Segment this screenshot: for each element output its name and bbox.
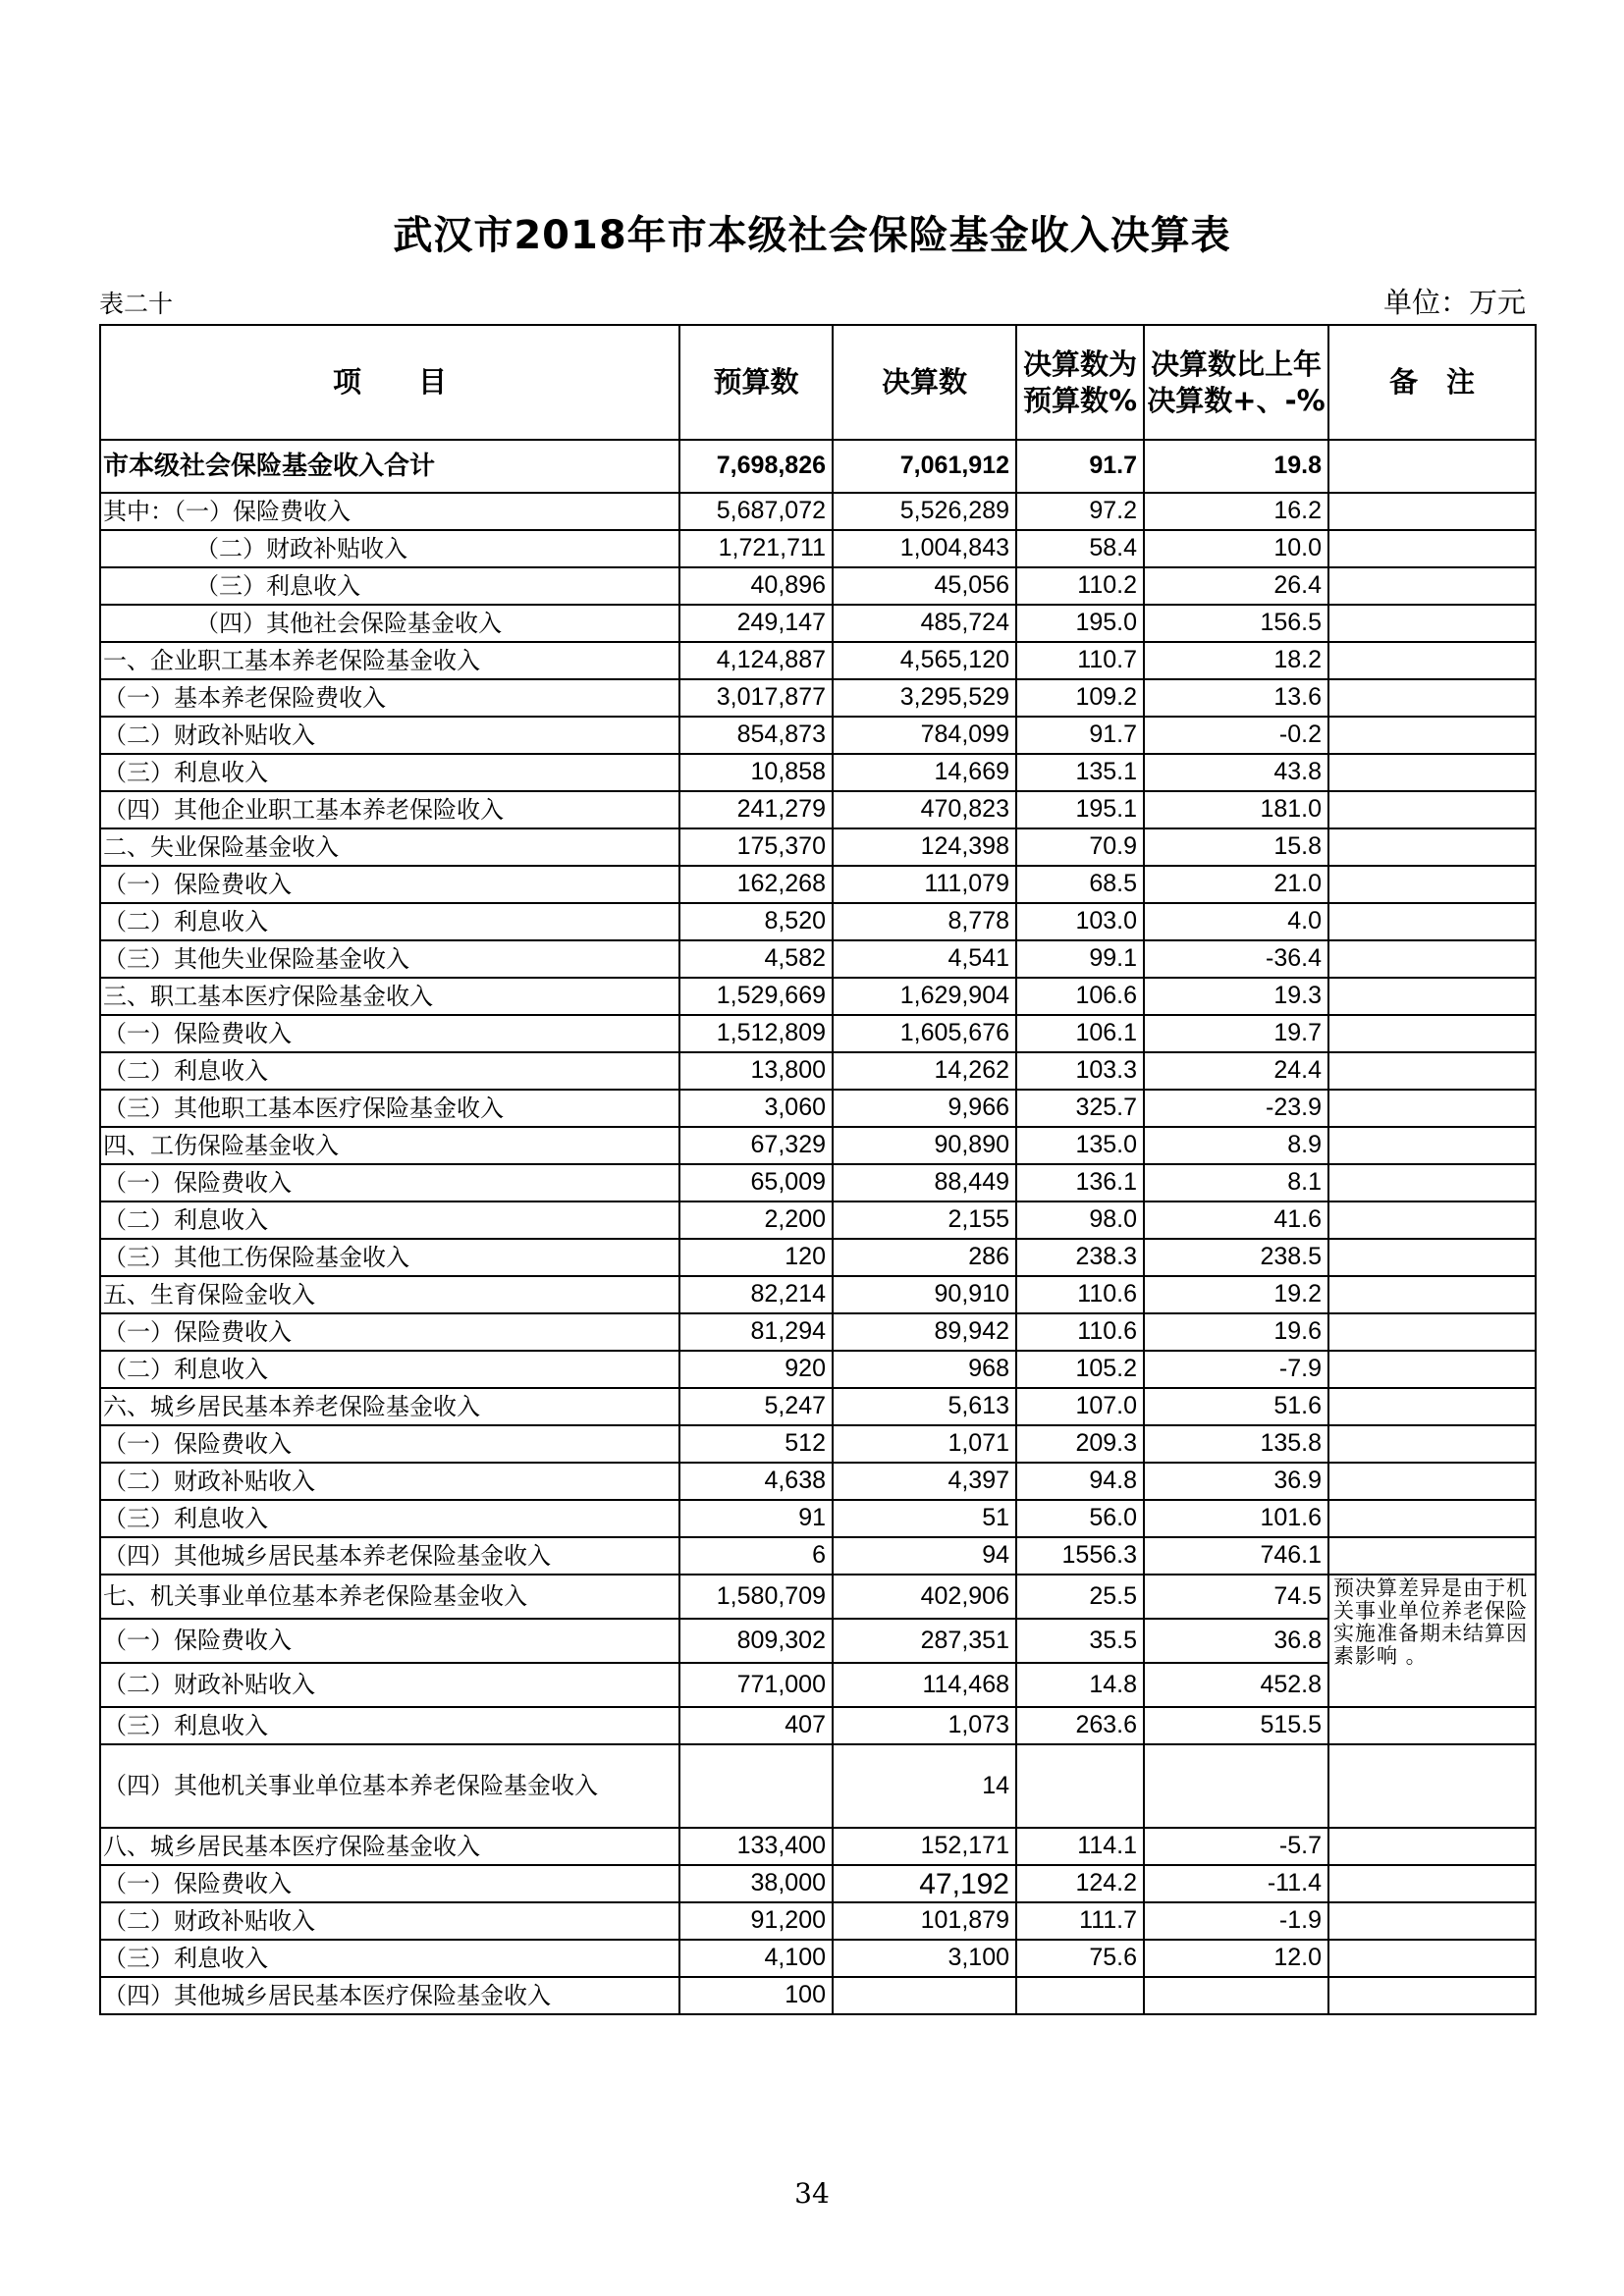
row-yoy: 8.1 bbox=[1144, 1164, 1328, 1201]
row-ratio: 325.7 bbox=[1016, 1090, 1144, 1127]
table-row bbox=[100, 605, 1536, 642]
row-final: 114,468 bbox=[833, 1663, 1016, 1707]
row-budget: 512 bbox=[679, 1425, 833, 1463]
row-yoy: -11.4 bbox=[1144, 1865, 1328, 1902]
row-yoy: 43.8 bbox=[1144, 754, 1328, 791]
row-note bbox=[1328, 1201, 1536, 1239]
row-final: 90,890 bbox=[833, 1127, 1016, 1164]
row-note bbox=[1328, 1164, 1536, 1201]
row-note bbox=[1328, 1239, 1536, 1276]
row-yoy: 19.7 bbox=[1144, 1015, 1328, 1052]
row-note bbox=[1328, 530, 1536, 567]
header-final: 决算数 bbox=[833, 325, 1016, 440]
row-yoy: -36.4 bbox=[1144, 940, 1328, 978]
table-row bbox=[100, 1537, 1536, 1575]
row-budget: 120 bbox=[679, 1239, 833, 1276]
row-budget: 65,009 bbox=[679, 1164, 833, 1201]
page-title: 武汉市2018年市本级社会保险基金收入决算表 bbox=[393, 213, 1231, 258]
row-item: （一）保险费收入 bbox=[100, 1015, 679, 1052]
row-budget: 854,873 bbox=[679, 717, 833, 754]
row-final: 1,629,904 bbox=[833, 978, 1016, 1015]
row-item: （四）其他城乡居民基本医疗保险基金收入 bbox=[100, 1977, 679, 2014]
row-note bbox=[1328, 828, 1536, 866]
row-note bbox=[1328, 1865, 1536, 1902]
table-row bbox=[100, 1313, 1536, 1351]
row-yoy: 4.0 bbox=[1144, 903, 1328, 940]
total-final: 7,061,912 bbox=[833, 440, 1016, 493]
row-note bbox=[1328, 493, 1536, 530]
row-item: （二）利息收入 bbox=[100, 1351, 679, 1388]
row-yoy: 238.5 bbox=[1144, 1239, 1328, 1276]
row-final: 14 bbox=[833, 1744, 1016, 1828]
row-budget: 6 bbox=[679, 1537, 833, 1575]
row-final: 1,004,843 bbox=[833, 530, 1016, 567]
table-row bbox=[100, 1164, 1536, 1201]
row-final: 1,071 bbox=[833, 1425, 1016, 1463]
row-note bbox=[1328, 1127, 1536, 1164]
row-budget: 82,214 bbox=[679, 1276, 833, 1313]
row-final: 88,449 bbox=[833, 1164, 1016, 1201]
unit-label: 单位：万元 bbox=[1382, 286, 1526, 319]
row-yoy: 26.4 bbox=[1144, 567, 1328, 605]
row-final: 1,605,676 bbox=[833, 1015, 1016, 1052]
table-number: 表二十 bbox=[99, 290, 174, 318]
total-note bbox=[1328, 440, 1536, 493]
row-yoy: 13.6 bbox=[1144, 679, 1328, 717]
row-budget: 175,370 bbox=[679, 828, 833, 866]
row-item: 一、企业职工基本养老保险基金收入 bbox=[100, 642, 679, 679]
row-ratio bbox=[1016, 1977, 1144, 2014]
row-yoy: 19.3 bbox=[1144, 978, 1328, 1015]
row-yoy: 18.2 bbox=[1144, 642, 1328, 679]
row-item: （二）利息收入 bbox=[100, 903, 679, 940]
row-final: 89,942 bbox=[833, 1313, 1016, 1351]
row-final: 14,669 bbox=[833, 754, 1016, 791]
row-ratio: 105.2 bbox=[1016, 1351, 1144, 1388]
row-item: （一）保险费收入 bbox=[100, 1164, 679, 1201]
row-item: （一）保险费收入 bbox=[100, 1619, 679, 1663]
row-item: （三）利息收入 bbox=[100, 754, 679, 791]
row-yoy: 21.0 bbox=[1144, 866, 1328, 903]
row-yoy: -0.2 bbox=[1144, 717, 1328, 754]
row-note bbox=[1328, 1276, 1536, 1313]
row-yoy: -7.9 bbox=[1144, 1351, 1328, 1388]
row-ratio: 68.5 bbox=[1016, 866, 1144, 903]
row-final: 51 bbox=[833, 1500, 1016, 1537]
row-ratio: 58.4 bbox=[1016, 530, 1144, 567]
row-final: 3,295,529 bbox=[833, 679, 1016, 717]
row-budget: 91 bbox=[679, 1500, 833, 1537]
row-budget: 67,329 bbox=[679, 1127, 833, 1164]
header-row bbox=[100, 325, 1536, 440]
row-yoy bbox=[1144, 1977, 1328, 2014]
row-item: （一）保险费收入 bbox=[100, 1865, 679, 1902]
row-ratio: 75.6 bbox=[1016, 1940, 1144, 1977]
row-budget: 3,017,877 bbox=[679, 679, 833, 717]
row-ratio: 110.2 bbox=[1016, 567, 1144, 605]
row-note bbox=[1328, 1940, 1536, 1977]
row-note bbox=[1328, 1828, 1536, 1865]
row-yoy: -5.7 bbox=[1144, 1828, 1328, 1865]
row-budget: 100 bbox=[679, 1977, 833, 2014]
row-note bbox=[1328, 1015, 1536, 1052]
table-row bbox=[100, 940, 1536, 978]
row-budget: 4,582 bbox=[679, 940, 833, 978]
row-ratio: 110.6 bbox=[1016, 1313, 1144, 1351]
table-row bbox=[100, 1902, 1536, 1940]
row-ratio: 124.2 bbox=[1016, 1865, 1144, 1902]
row-yoy: 51.6 bbox=[1144, 1388, 1328, 1425]
table-row bbox=[100, 1500, 1536, 1537]
row-note bbox=[1328, 1090, 1536, 1127]
row-yoy: 101.6 bbox=[1144, 1500, 1328, 1537]
row-final: 5,613 bbox=[833, 1388, 1016, 1425]
row-note bbox=[1328, 791, 1536, 828]
row-final: 4,541 bbox=[833, 940, 1016, 978]
row-yoy: 156.5 bbox=[1144, 605, 1328, 642]
row-note bbox=[1328, 1500, 1536, 1537]
row-budget bbox=[679, 1744, 833, 1828]
row-item: （三）利息收入 bbox=[100, 567, 679, 605]
row-budget: 13,800 bbox=[679, 1052, 833, 1090]
row-item: （一）保险费收入 bbox=[100, 1425, 679, 1463]
row-budget: 4,100 bbox=[679, 1940, 833, 1977]
table-row bbox=[100, 530, 1536, 567]
table-row bbox=[100, 903, 1536, 940]
row-ratio: 98.0 bbox=[1016, 1201, 1144, 1239]
row-note bbox=[1328, 1902, 1536, 1940]
table-row bbox=[100, 1865, 1536, 1902]
row-yoy: 12.0 bbox=[1144, 1940, 1328, 1977]
row-ratio: 110.7 bbox=[1016, 642, 1144, 679]
row-ratio: 135.0 bbox=[1016, 1127, 1144, 1164]
row-ratio: 97.2 bbox=[1016, 493, 1144, 530]
row-ratio: 263.6 bbox=[1016, 1707, 1144, 1744]
row-note bbox=[1328, 1707, 1536, 1744]
row-ratio: 238.3 bbox=[1016, 1239, 1144, 1276]
row-final: 47,192 bbox=[833, 1865, 1016, 1902]
row-item: （三）利息收入 bbox=[100, 1500, 679, 1537]
row-budget: 1,529,669 bbox=[679, 978, 833, 1015]
row-ratio: 209.3 bbox=[1016, 1425, 1144, 1463]
row-final: 286 bbox=[833, 1239, 1016, 1276]
row-note bbox=[1328, 642, 1536, 679]
row-final: 485,724 bbox=[833, 605, 1016, 642]
row-yoy: 181.0 bbox=[1144, 791, 1328, 828]
table-row bbox=[100, 1663, 1536, 1707]
table-row bbox=[100, 1707, 1536, 1744]
total-ratio: 91.7 bbox=[1016, 440, 1144, 493]
row-item: （四）其他机关事业单位基本养老保险基金收入 bbox=[100, 1744, 679, 1828]
header-yoy: 决算数比上年决算数+、-% bbox=[1144, 325, 1328, 440]
row-yoy: 452.8 bbox=[1144, 1663, 1328, 1707]
table-row bbox=[100, 1090, 1536, 1127]
row-ratio: 136.1 bbox=[1016, 1164, 1144, 1201]
row-ratio: 107.0 bbox=[1016, 1388, 1144, 1425]
row-note bbox=[1328, 978, 1536, 1015]
row-item: （二）财政补贴收入 bbox=[100, 1463, 679, 1500]
row-item: （二）利息收入 bbox=[100, 1052, 679, 1090]
row-note bbox=[1328, 1425, 1536, 1463]
row-note bbox=[1328, 1052, 1536, 1090]
table-row bbox=[100, 717, 1536, 754]
row-item: （二）利息收入 bbox=[100, 1201, 679, 1239]
row-ratio: 195.1 bbox=[1016, 791, 1144, 828]
row-note bbox=[1328, 1744, 1536, 1828]
row-ratio: 1556.3 bbox=[1016, 1537, 1144, 1575]
row-final: 90,910 bbox=[833, 1276, 1016, 1313]
table-row bbox=[100, 1940, 1536, 1977]
row-budget: 4,124,887 bbox=[679, 642, 833, 679]
row-final: 3,100 bbox=[833, 1940, 1016, 1977]
total-row bbox=[100, 440, 1536, 493]
row-item: （三）其他失业保险基金收入 bbox=[100, 940, 679, 978]
row-final: 4,565,120 bbox=[833, 642, 1016, 679]
row-yoy: -1.9 bbox=[1144, 1902, 1328, 1940]
row-item: （二）财政补贴收入 bbox=[100, 1663, 679, 1707]
row-budget: 2,200 bbox=[679, 1201, 833, 1239]
row-budget: 920 bbox=[679, 1351, 833, 1388]
row-note bbox=[1328, 1351, 1536, 1388]
row-ratio: 135.1 bbox=[1016, 754, 1144, 791]
row-final: 45,056 bbox=[833, 567, 1016, 605]
header-item: 项 目 bbox=[100, 325, 679, 440]
row-item: （四）其他城乡居民基本养老保险基金收入 bbox=[100, 1537, 679, 1575]
row-yoy bbox=[1144, 1744, 1328, 1828]
row-final: 784,099 bbox=[833, 717, 1016, 754]
row-note bbox=[1328, 754, 1536, 791]
revenue-table bbox=[99, 324, 1537, 2015]
row-ratio: 70.9 bbox=[1016, 828, 1144, 866]
row-budget: 249,147 bbox=[679, 605, 833, 642]
row-final bbox=[833, 1977, 1016, 2014]
table-row bbox=[100, 1015, 1536, 1052]
row-item: （四）其他企业职工基本养老保险收入 bbox=[100, 791, 679, 828]
row-item: 七、机关事业单位基本养老保险基金收入 bbox=[100, 1575, 679, 1619]
row-yoy: 15.8 bbox=[1144, 828, 1328, 866]
row-ratio: 25.5 bbox=[1016, 1575, 1144, 1619]
row-item: 八、城乡居民基本医疗保险基金收入 bbox=[100, 1828, 679, 1865]
row-note bbox=[1328, 1977, 1536, 2014]
header-note: 备 注 bbox=[1328, 325, 1536, 440]
row-item: （二）财政补贴收入 bbox=[100, 1902, 679, 1940]
row-item: 其中：（一）保险费收入 bbox=[100, 493, 679, 530]
row-budget: 40,896 bbox=[679, 567, 833, 605]
row-budget: 8,520 bbox=[679, 903, 833, 940]
row-item: （三）利息收入 bbox=[100, 1707, 679, 1744]
row-note bbox=[1328, 717, 1536, 754]
row-budget: 91,200 bbox=[679, 1902, 833, 1940]
row-note bbox=[1328, 1313, 1536, 1351]
row-final: 968 bbox=[833, 1351, 1016, 1388]
row-note bbox=[1328, 679, 1536, 717]
row-note bbox=[1328, 1388, 1536, 1425]
row-final: 94 bbox=[833, 1537, 1016, 1575]
row-budget: 81,294 bbox=[679, 1313, 833, 1351]
total-yoy: 19.8 bbox=[1144, 440, 1328, 493]
row-final: 152,171 bbox=[833, 1828, 1016, 1865]
table-row bbox=[100, 1276, 1536, 1313]
row-final: 287,351 bbox=[833, 1619, 1016, 1663]
row-item: 六、城乡居民基本养老保险基金收入 bbox=[100, 1388, 679, 1425]
table-row bbox=[100, 978, 1536, 1015]
row-budget: 1,512,809 bbox=[679, 1015, 833, 1052]
total-item: 市本级社会保险基金收入合计 bbox=[100, 440, 679, 493]
table-row bbox=[100, 1744, 1536, 1828]
row-yoy: 19.2 bbox=[1144, 1276, 1328, 1313]
row-ratio: 106.6 bbox=[1016, 978, 1144, 1015]
row-ratio: 35.5 bbox=[1016, 1619, 1144, 1663]
row-ratio: 111.7 bbox=[1016, 1902, 1144, 1940]
row-yoy: 135.8 bbox=[1144, 1425, 1328, 1463]
table-row bbox=[100, 1828, 1536, 1865]
row-yoy: 746.1 bbox=[1144, 1537, 1328, 1575]
row-note bbox=[1328, 940, 1536, 978]
row-ratio: 99.1 bbox=[1016, 940, 1144, 978]
row-budget: 162,268 bbox=[679, 866, 833, 903]
table-row bbox=[100, 1239, 1536, 1276]
row-final: 8,778 bbox=[833, 903, 1016, 940]
row-yoy: 36.8 bbox=[1144, 1619, 1328, 1663]
header-budget: 预算数 bbox=[679, 325, 833, 440]
row-ratio: 56.0 bbox=[1016, 1500, 1144, 1537]
row-budget: 1,721,711 bbox=[679, 530, 833, 567]
row-item: （一）基本养老保险费收入 bbox=[100, 679, 679, 717]
table-row bbox=[100, 1052, 1536, 1090]
row-ratio: 110.6 bbox=[1016, 1276, 1144, 1313]
row-item: 三、职工基本医疗保险基金收入 bbox=[100, 978, 679, 1015]
row-final: 14,262 bbox=[833, 1052, 1016, 1090]
row-final: 124,398 bbox=[833, 828, 1016, 866]
row-note bbox=[1328, 1537, 1536, 1575]
row-item: （一）保险费收入 bbox=[100, 866, 679, 903]
row-item: （三）其他职工基本医疗保险基金收入 bbox=[100, 1090, 679, 1127]
table-row bbox=[100, 754, 1536, 791]
row-final: 1,073 bbox=[833, 1707, 1016, 1744]
row-budget: 809,302 bbox=[679, 1619, 833, 1663]
row-budget: 407 bbox=[679, 1707, 833, 1744]
row-final: 101,879 bbox=[833, 1902, 1016, 1940]
table-row bbox=[100, 493, 1536, 530]
row-item: （二）财政补贴收入 bbox=[100, 717, 679, 754]
row-final: 4,397 bbox=[833, 1463, 1016, 1500]
table-row bbox=[100, 567, 1536, 605]
table-row bbox=[100, 1351, 1536, 1388]
row-yoy: -23.9 bbox=[1144, 1090, 1328, 1127]
row-final: 402,906 bbox=[833, 1575, 1016, 1619]
total-budget: 7,698,826 bbox=[679, 440, 833, 493]
row-ratio: 109.2 bbox=[1016, 679, 1144, 717]
row-ratio: 94.8 bbox=[1016, 1463, 1144, 1500]
row-budget: 3,060 bbox=[679, 1090, 833, 1127]
table-row bbox=[100, 679, 1536, 717]
row-note bbox=[1328, 605, 1536, 642]
row-budget: 4,638 bbox=[679, 1463, 833, 1500]
row-budget: 133,400 bbox=[679, 1828, 833, 1865]
note-cell: 预决算差异是由于机关事业单位养老保险实施准备期未结算因素影响 。 bbox=[1328, 1575, 1536, 1707]
table-row bbox=[100, 1463, 1536, 1500]
row-note bbox=[1328, 903, 1536, 940]
table-row bbox=[100, 791, 1536, 828]
row-note bbox=[1328, 866, 1536, 903]
row-ratio: 103.3 bbox=[1016, 1052, 1144, 1090]
row-note bbox=[1328, 567, 1536, 605]
row-ratio bbox=[1016, 1744, 1144, 1828]
row-budget: 1,580,709 bbox=[679, 1575, 833, 1619]
row-budget: 241,279 bbox=[679, 791, 833, 828]
row-item: （二）财政补贴收入 bbox=[100, 530, 679, 567]
row-yoy: 515.5 bbox=[1144, 1707, 1328, 1744]
row-item: （四）其他社会保险基金收入 bbox=[100, 605, 679, 642]
row-budget: 5,687,072 bbox=[679, 493, 833, 530]
table-row bbox=[100, 1388, 1536, 1425]
row-yoy: 41.6 bbox=[1144, 1201, 1328, 1239]
page-number: 34 bbox=[794, 2177, 830, 2210]
row-item: 二、失业保险基金收入 bbox=[100, 828, 679, 866]
row-budget: 5,247 bbox=[679, 1388, 833, 1425]
row-ratio: 106.1 bbox=[1016, 1015, 1144, 1052]
table-row bbox=[100, 828, 1536, 866]
row-ratio: 91.7 bbox=[1016, 717, 1144, 754]
row-final: 111,079 bbox=[833, 866, 1016, 903]
row-budget: 10,858 bbox=[679, 754, 833, 791]
row-ratio: 14.8 bbox=[1016, 1663, 1144, 1707]
header-ratio: 决算数为预算数% bbox=[1016, 325, 1144, 440]
table-row bbox=[100, 1977, 1536, 2014]
table-row bbox=[100, 1575, 1536, 1619]
row-budget: 38,000 bbox=[679, 1865, 833, 1902]
row-budget: 771,000 bbox=[679, 1663, 833, 1707]
row-yoy: 19.6 bbox=[1144, 1313, 1328, 1351]
row-final: 9,966 bbox=[833, 1090, 1016, 1127]
table-row bbox=[100, 642, 1536, 679]
row-item: 五、生育保险金收入 bbox=[100, 1276, 679, 1313]
row-note bbox=[1328, 1463, 1536, 1500]
row-yoy: 74.5 bbox=[1144, 1575, 1328, 1619]
row-ratio: 114.1 bbox=[1016, 1828, 1144, 1865]
table-row bbox=[100, 1201, 1536, 1239]
row-ratio: 195.0 bbox=[1016, 605, 1144, 642]
row-item: （三）利息收入 bbox=[100, 1940, 679, 1977]
table-row bbox=[100, 866, 1536, 903]
row-final: 470,823 bbox=[833, 791, 1016, 828]
row-final: 2,155 bbox=[833, 1201, 1016, 1239]
row-yoy: 10.0 bbox=[1144, 530, 1328, 567]
row-final: 5,526,289 bbox=[833, 493, 1016, 530]
table-row bbox=[100, 1619, 1536, 1663]
row-yoy: 36.9 bbox=[1144, 1463, 1328, 1500]
table-row bbox=[100, 1425, 1536, 1463]
row-yoy: 16.2 bbox=[1144, 493, 1328, 530]
row-yoy: 24.4 bbox=[1144, 1052, 1328, 1090]
row-item: （一）保险费收入 bbox=[100, 1313, 679, 1351]
row-yoy: 8.9 bbox=[1144, 1127, 1328, 1164]
table-row bbox=[100, 1127, 1536, 1164]
row-ratio: 103.0 bbox=[1016, 903, 1144, 940]
row-item: 四、工伤保险基金收入 bbox=[100, 1127, 679, 1164]
row-item: （三）其他工伤保险基金收入 bbox=[100, 1239, 679, 1276]
